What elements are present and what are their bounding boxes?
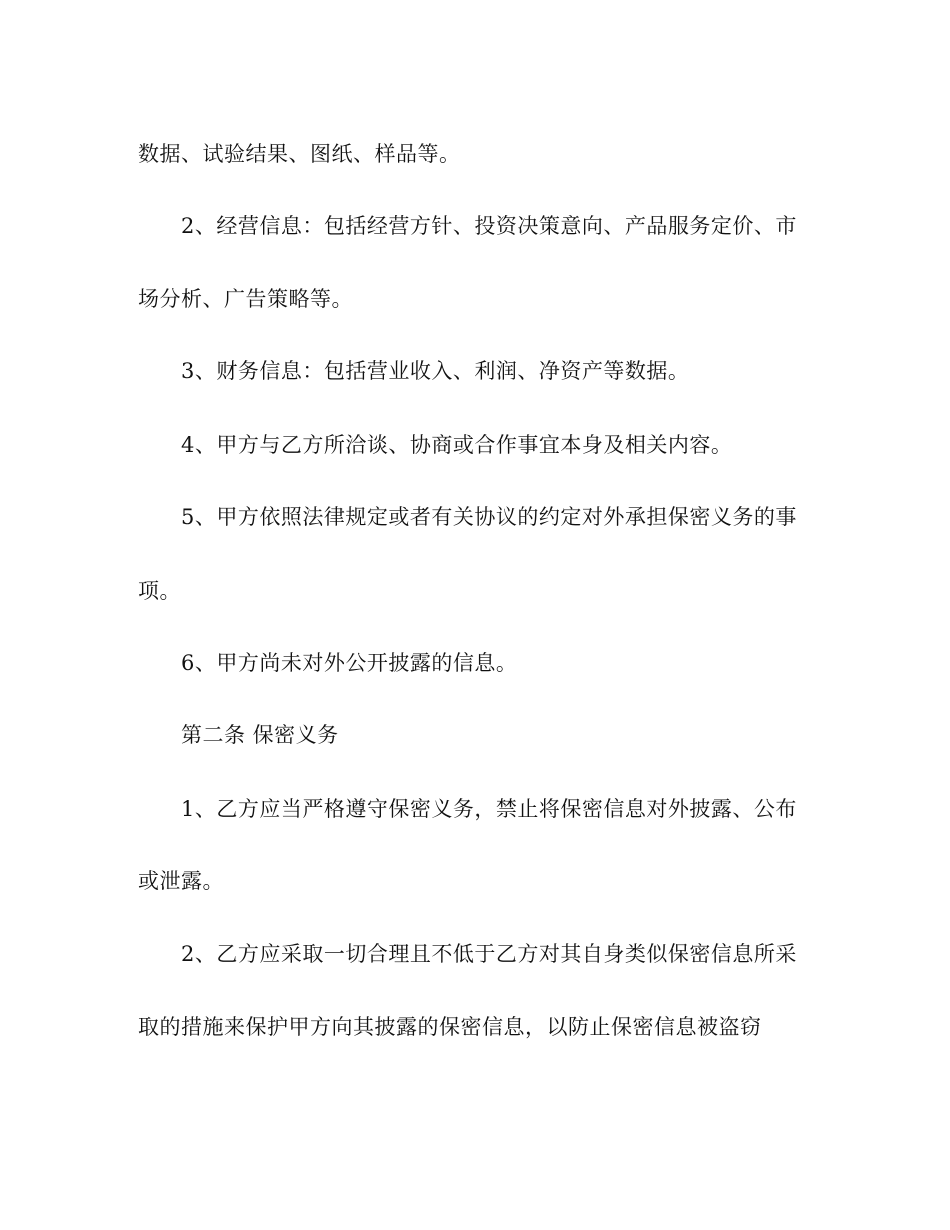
text-line: 4、甲方与乙方所洽谈、协商或合作事宜本身及相关内容。: [181, 433, 733, 457]
text-line: 项。: [138, 579, 181, 603]
text-line: 或泄露。: [138, 869, 224, 893]
text-line: 2、经营信息：包括经营方针、投资决策意向、产品服务定价、市: [181, 214, 797, 238]
text-line: 3、财务信息：包括营业收入、利润、净资产等数据。: [181, 359, 690, 383]
text-line: 6、甲方尚未对外公开披露的信息。: [181, 651, 518, 675]
text-line: 2、乙方应采取一切合理且不低于乙方对其自身类似保密信息所采: [181, 942, 797, 966]
text-line: 1、乙方应当严格遵守保密义务，禁止将保密信息对外披露、公布: [181, 797, 797, 821]
text-line: 数据、试验结果、图纸、样品等。: [138, 142, 461, 166]
text-line: 场分析、广告策略等。: [138, 287, 353, 311]
section-heading: 第二条 保密义务: [181, 723, 339, 747]
text-line: 5、甲方依照法律规定或者有关协议的约定对外承担保密义务的事: [181, 505, 797, 529]
text-line: 取的措施来保护甲方向其披露的保密信息，以防止保密信息被盗窃: [138, 1015, 762, 1039]
